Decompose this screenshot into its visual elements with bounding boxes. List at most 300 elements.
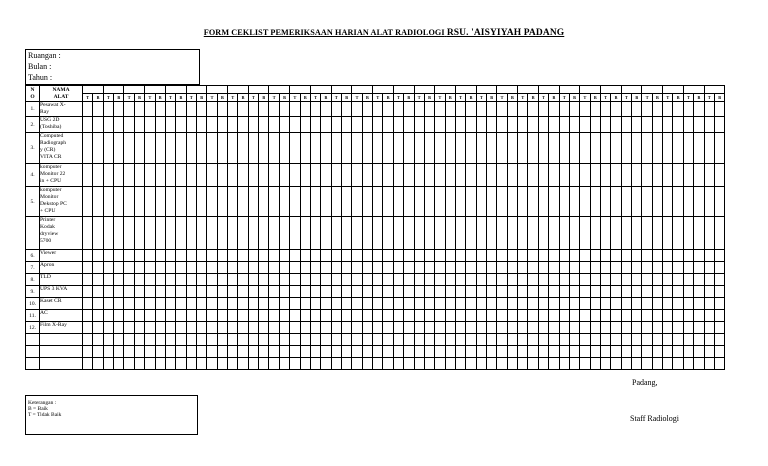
check-cell[interactable] [538,102,548,117]
check-cell[interactable] [559,310,569,322]
check-cell[interactable] [362,164,372,187]
check-cell[interactable] [673,217,683,250]
check-cell[interactable] [497,164,507,187]
check-cell[interactable] [352,262,362,274]
check-cell[interactable] [238,262,248,274]
check-cell[interactable] [621,250,631,262]
check-cell[interactable] [435,117,445,133]
check-cell[interactable] [176,133,186,164]
check-cell[interactable] [621,274,631,286]
check-cell[interactable] [279,117,289,133]
check-cell[interactable] [196,358,206,370]
check-cell[interactable] [124,250,134,262]
check-cell[interactable] [93,102,103,117]
check-cell[interactable] [538,217,548,250]
check-cell[interactable] [497,286,507,298]
check-cell[interactable] [528,187,538,217]
check-cell[interactable] [300,117,310,133]
check-cell[interactable] [248,262,258,274]
check-cell[interactable] [373,334,383,346]
check-cell[interactable] [134,358,144,370]
check-cell[interactable] [114,322,124,334]
check-cell[interactable] [259,358,269,370]
check-cell[interactable] [590,262,600,274]
check-cell[interactable] [642,298,652,310]
check-cell[interactable] [196,217,206,250]
check-cell[interactable] [259,334,269,346]
check-cell[interactable] [93,298,103,310]
check-cell[interactable] [248,187,258,217]
check-cell[interactable] [414,164,424,187]
check-cell[interactable] [217,286,227,298]
check-cell[interactable] [663,164,673,187]
check-cell[interactable] [155,262,165,274]
check-cell[interactable] [321,164,331,187]
check-cell[interactable] [290,334,300,346]
check-cell[interactable] [124,102,134,117]
check-cell[interactable] [373,102,383,117]
check-cell[interactable] [279,322,289,334]
check-cell[interactable] [590,217,600,250]
check-cell[interactable] [83,187,93,217]
check-cell[interactable] [632,102,642,117]
check-cell[interactable] [331,187,341,217]
check-cell[interactable] [393,298,403,310]
check-cell[interactable] [93,187,103,217]
check-cell[interactable] [714,262,724,274]
check-cell[interactable] [83,322,93,334]
check-cell[interactable] [238,250,248,262]
check-cell[interactable] [393,322,403,334]
check-cell[interactable] [352,310,362,322]
check-cell[interactable] [538,298,548,310]
check-cell[interactable] [362,310,372,322]
check-cell[interactable] [683,164,693,187]
check-cell[interactable] [124,133,134,164]
check-cell[interactable] [103,164,113,187]
check-cell[interactable] [600,334,610,346]
check-cell[interactable] [217,187,227,217]
check-cell[interactable] [393,286,403,298]
check-cell[interactable] [217,164,227,187]
check-cell[interactable] [445,298,455,310]
check-cell[interactable] [663,346,673,358]
check-cell[interactable] [186,346,196,358]
check-cell[interactable] [196,346,206,358]
check-cell[interactable] [694,250,704,262]
check-cell[interactable] [373,298,383,310]
check-cell[interactable] [300,262,310,274]
check-cell[interactable] [269,310,279,322]
check-cell[interactable] [404,217,414,250]
check-cell[interactable] [445,286,455,298]
check-cell[interactable] [300,274,310,286]
check-cell[interactable] [642,217,652,250]
check-cell[interactable] [549,164,559,187]
check-cell[interactable] [300,358,310,370]
check-cell[interactable] [600,262,610,274]
check-cell[interactable] [259,346,269,358]
check-cell[interactable] [487,298,497,310]
check-cell[interactable] [611,298,621,310]
check-cell[interactable] [269,346,279,358]
check-cell[interactable] [621,334,631,346]
check-cell[interactable] [186,164,196,187]
check-cell[interactable] [310,298,320,310]
check-cell[interactable] [93,310,103,322]
check-cell[interactable] [93,262,103,274]
check-cell[interactable] [497,310,507,322]
check-cell[interactable] [331,262,341,274]
check-cell[interactable] [114,334,124,346]
check-cell[interactable] [611,286,621,298]
check-cell[interactable] [487,334,497,346]
check-cell[interactable] [207,310,217,322]
check-cell[interactable] [476,346,486,358]
check-cell[interactable] [611,334,621,346]
check-cell[interactable] [248,334,258,346]
check-cell[interactable] [455,310,465,322]
check-cell[interactable] [663,358,673,370]
check-cell[interactable] [217,250,227,262]
check-cell[interactable] [600,164,610,187]
check-cell[interactable] [103,322,113,334]
check-cell[interactable] [93,117,103,133]
check-cell[interactable] [714,334,724,346]
check-cell[interactable] [207,117,217,133]
check-cell[interactable] [549,286,559,298]
check-cell[interactable] [569,187,579,217]
check-cell[interactable] [145,187,155,217]
check-cell[interactable] [404,322,414,334]
check-cell[interactable] [704,322,714,334]
check-cell[interactable] [549,298,559,310]
check-cell[interactable] [507,358,517,370]
check-cell[interactable] [569,262,579,274]
check-cell[interactable] [134,274,144,286]
check-cell[interactable] [704,346,714,358]
check-cell[interactable] [621,133,631,164]
check-cell[interactable] [176,262,186,274]
check-cell[interactable] [487,274,497,286]
check-cell[interactable] [352,102,362,117]
check-cell[interactable] [383,262,393,274]
check-cell[interactable] [373,164,383,187]
check-cell[interactable] [704,310,714,322]
check-cell[interactable] [435,187,445,217]
check-cell[interactable] [114,250,124,262]
check-cell[interactable] [310,133,320,164]
check-cell[interactable] [704,334,714,346]
check-cell[interactable] [600,298,610,310]
check-cell[interactable] [290,117,300,133]
check-cell[interactable] [518,298,528,310]
check-cell[interactable] [383,286,393,298]
check-cell[interactable] [259,117,269,133]
check-cell[interactable] [528,274,538,286]
check-cell[interactable] [538,358,548,370]
check-cell[interactable] [103,250,113,262]
check-cell[interactable] [652,322,662,334]
check-cell[interactable] [103,346,113,358]
check-cell[interactable] [217,322,227,334]
check-cell[interactable] [569,217,579,250]
check-cell[interactable] [435,133,445,164]
check-cell[interactable] [279,262,289,274]
check-cell[interactable] [393,102,403,117]
check-cell[interactable] [404,102,414,117]
check-cell[interactable] [559,346,569,358]
check-cell[interactable] [207,217,217,250]
check-cell[interactable] [424,358,434,370]
check-cell[interactable] [103,262,113,274]
check-cell[interactable] [466,262,476,274]
check-cell[interactable] [476,286,486,298]
check-cell[interactable] [663,322,673,334]
check-cell[interactable] [165,133,175,164]
check-cell[interactable] [476,322,486,334]
check-cell[interactable] [186,322,196,334]
check-cell[interactable] [290,217,300,250]
check-cell[interactable] [134,286,144,298]
check-cell[interactable] [424,262,434,274]
check-cell[interactable] [165,262,175,274]
check-cell[interactable] [321,262,331,274]
check-cell[interactable] [248,117,258,133]
check-cell[interactable] [642,164,652,187]
check-cell[interactable] [217,310,227,322]
check-cell[interactable] [435,322,445,334]
check-cell[interactable] [279,187,289,217]
check-cell[interactable] [134,164,144,187]
check-cell[interactable] [248,164,258,187]
check-cell[interactable] [549,358,559,370]
check-cell[interactable] [683,250,693,262]
check-cell[interactable] [694,310,704,322]
check-cell[interactable] [269,358,279,370]
check-cell[interactable] [134,298,144,310]
check-cell[interactable] [248,298,258,310]
check-cell[interactable] [559,262,569,274]
check-cell[interactable] [310,310,320,322]
check-cell[interactable] [424,250,434,262]
check-cell[interactable] [455,274,465,286]
check-cell[interactable] [600,286,610,298]
check-cell[interactable] [228,274,238,286]
check-cell[interactable] [196,262,206,274]
check-cell[interactable] [497,217,507,250]
check-cell[interactable] [518,334,528,346]
check-cell[interactable] [435,334,445,346]
check-cell[interactable] [580,133,590,164]
check-cell[interactable] [134,133,144,164]
check-cell[interactable] [414,187,424,217]
check-cell[interactable] [487,164,497,187]
check-cell[interactable] [704,286,714,298]
check-cell[interactable] [207,187,217,217]
check-cell[interactable] [352,322,362,334]
check-cell[interactable] [621,346,631,358]
check-cell[interactable] [507,262,517,274]
check-cell[interactable] [362,133,372,164]
check-cell[interactable] [559,250,569,262]
check-cell[interactable] [414,334,424,346]
check-cell[interactable] [590,310,600,322]
check-cell[interactable] [549,133,559,164]
check-cell[interactable] [528,334,538,346]
check-cell[interactable] [124,346,134,358]
check-cell[interactable] [652,262,662,274]
check-cell[interactable] [228,298,238,310]
check-cell[interactable] [310,102,320,117]
check-cell[interactable] [124,187,134,217]
check-cell[interactable] [352,334,362,346]
check-cell[interactable] [694,346,704,358]
check-cell[interactable] [466,164,476,187]
check-cell[interactable] [300,334,310,346]
check-cell[interactable] [248,346,258,358]
check-cell[interactable] [497,102,507,117]
check-cell[interactable] [310,262,320,274]
check-cell[interactable] [383,102,393,117]
check-cell[interactable] [103,102,113,117]
check-cell[interactable] [83,133,93,164]
check-cell[interactable] [238,334,248,346]
check-cell[interactable] [611,250,621,262]
check-cell[interactable] [228,164,238,187]
check-cell[interactable] [632,250,642,262]
check-cell[interactable] [404,250,414,262]
check-cell[interactable] [590,346,600,358]
check-cell[interactable] [528,117,538,133]
check-cell[interactable] [124,117,134,133]
check-cell[interactable] [93,322,103,334]
check-cell[interactable] [93,358,103,370]
check-cell[interactable] [300,322,310,334]
check-cell[interactable] [424,133,434,164]
check-cell[interactable] [228,334,238,346]
check-cell[interactable] [538,133,548,164]
check-cell[interactable] [310,274,320,286]
check-cell[interactable] [93,286,103,298]
check-cell[interactable] [694,334,704,346]
check-cell[interactable] [165,164,175,187]
check-cell[interactable] [704,217,714,250]
check-cell[interactable] [652,187,662,217]
check-cell[interactable] [165,346,175,358]
check-cell[interactable] [393,334,403,346]
check-cell[interactable] [83,310,93,322]
check-cell[interactable] [497,262,507,274]
check-cell[interactable] [507,310,517,322]
check-cell[interactable] [497,274,507,286]
check-cell[interactable] [683,274,693,286]
check-cell[interactable] [217,274,227,286]
check-cell[interactable] [321,346,331,358]
check-cell[interactable] [663,298,673,310]
check-cell[interactable] [590,274,600,286]
check-cell[interactable] [455,250,465,262]
check-cell[interactable] [165,298,175,310]
check-cell[interactable] [165,322,175,334]
check-cell[interactable] [352,286,362,298]
check-cell[interactable] [621,102,631,117]
check-cell[interactable] [341,262,351,274]
check-cell[interactable] [424,310,434,322]
check-cell[interactable] [632,286,642,298]
check-cell[interactable] [228,346,238,358]
check-cell[interactable] [435,217,445,250]
check-cell[interactable] [704,133,714,164]
check-cell[interactable] [683,117,693,133]
check-cell[interactable] [279,346,289,358]
check-cell[interactable] [518,262,528,274]
check-cell[interactable] [238,298,248,310]
check-cell[interactable] [663,310,673,322]
check-cell[interactable] [145,358,155,370]
check-cell[interactable] [83,286,93,298]
check-cell[interactable] [269,133,279,164]
check-cell[interactable] [476,164,486,187]
check-cell[interactable] [518,102,528,117]
check-cell[interactable] [352,250,362,262]
check-cell[interactable] [538,274,548,286]
check-cell[interactable] [497,322,507,334]
check-cell[interactable] [383,133,393,164]
check-cell[interactable] [632,346,642,358]
check-cell[interactable] [134,250,144,262]
check-cell[interactable] [145,217,155,250]
check-cell[interactable] [279,164,289,187]
check-cell[interactable] [321,334,331,346]
check-cell[interactable] [497,346,507,358]
check-cell[interactable] [600,346,610,358]
check-cell[interactable] [290,164,300,187]
check-cell[interactable] [518,274,528,286]
check-cell[interactable] [528,217,538,250]
check-cell[interactable] [559,164,569,187]
check-cell[interactable] [528,298,538,310]
check-cell[interactable] [714,358,724,370]
check-cell[interactable] [155,274,165,286]
check-cell[interactable] [424,217,434,250]
check-cell[interactable] [259,262,269,274]
check-cell[interactable] [269,322,279,334]
check-cell[interactable] [279,274,289,286]
check-cell[interactable] [155,358,165,370]
check-cell[interactable] [424,102,434,117]
check-cell[interactable] [404,358,414,370]
check-cell[interactable] [507,346,517,358]
check-cell[interactable] [455,187,465,217]
check-cell[interactable] [549,322,559,334]
check-cell[interactable] [455,358,465,370]
check-cell[interactable] [238,346,248,358]
check-cell[interactable] [279,250,289,262]
check-cell[interactable] [652,164,662,187]
check-cell[interactable] [663,250,673,262]
check-cell[interactable] [507,102,517,117]
check-cell[interactable] [207,133,217,164]
check-cell[interactable] [652,310,662,322]
check-cell[interactable] [652,102,662,117]
check-cell[interactable] [310,164,320,187]
check-cell[interactable] [331,358,341,370]
check-cell[interactable] [331,117,341,133]
check-cell[interactable] [331,322,341,334]
check-cell[interactable] [455,322,465,334]
check-cell[interactable] [580,187,590,217]
